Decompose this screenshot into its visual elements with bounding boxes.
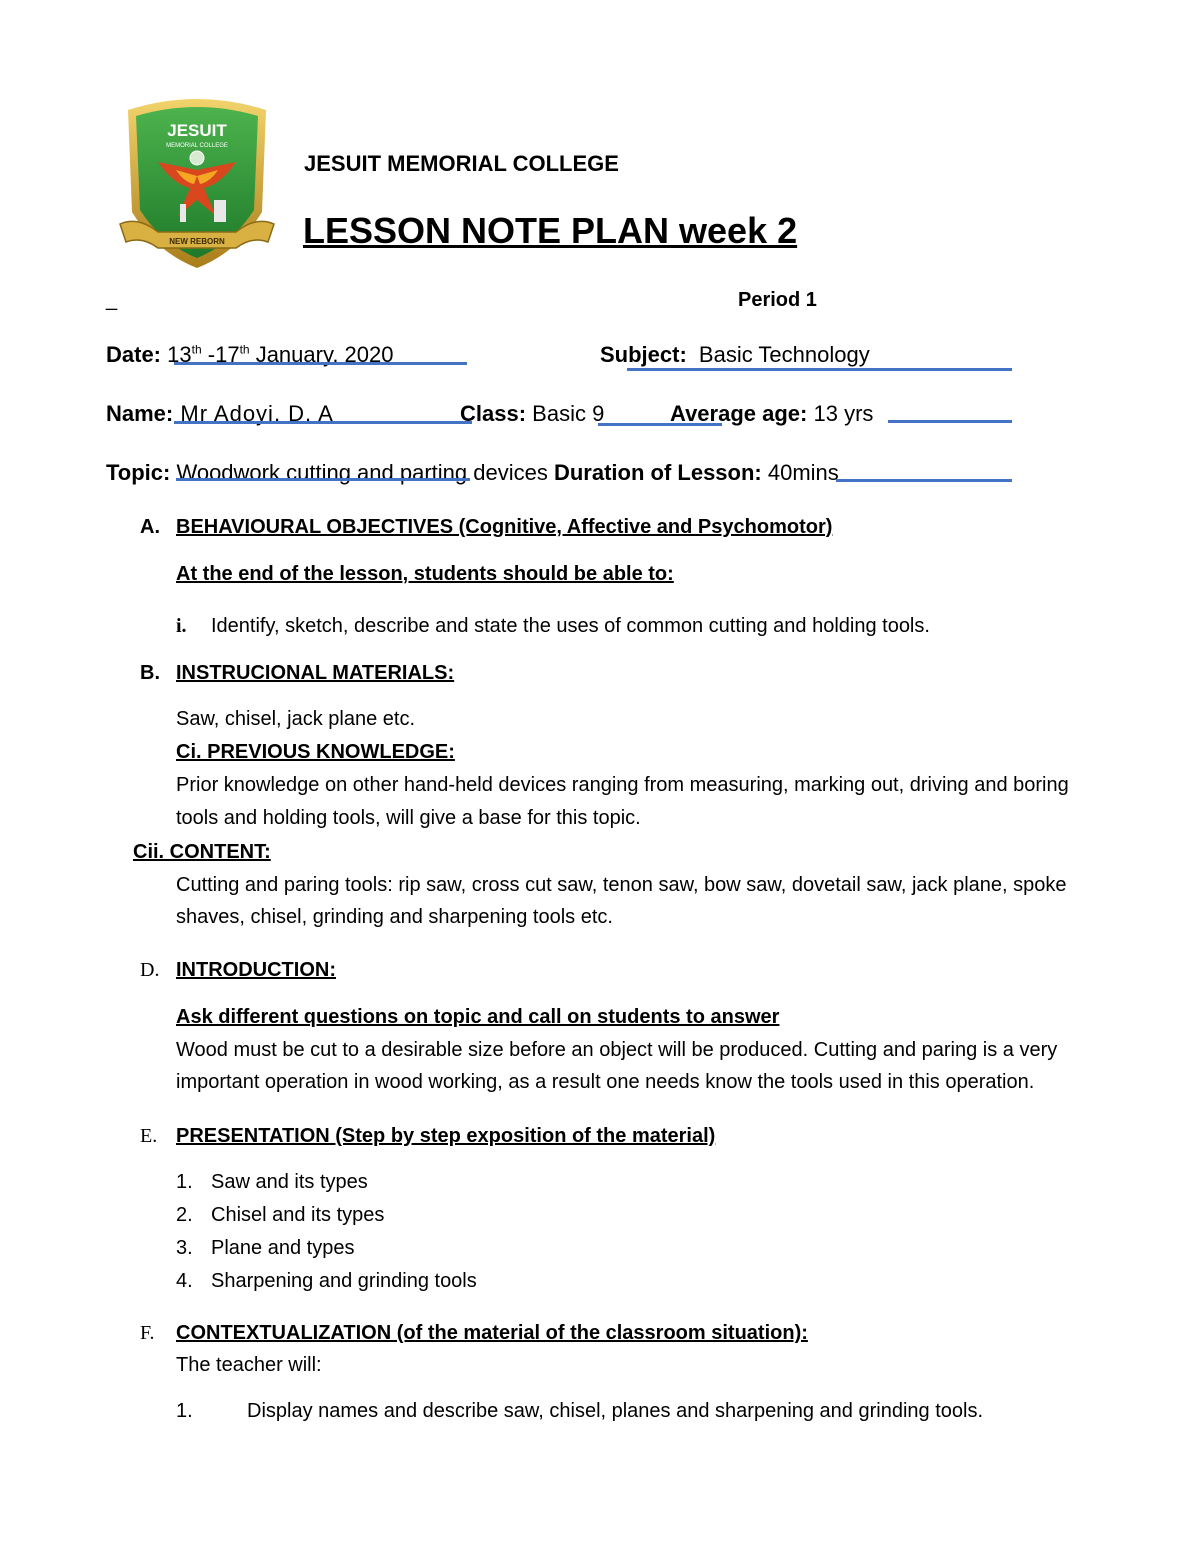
section-cii-title: Cii. CONTENT: [133, 841, 271, 863]
list-item: 3. [176, 1237, 193, 1259]
section-f-item: Display names and describe saw, chisel, planes and sharpening and grinding tools. [247, 1400, 984, 1422]
topic-row [106, 460, 839, 486]
date-label: Date: [106, 342, 162, 367]
date-value: 13th -17th January, 2020 [167, 342, 394, 367]
date-underline [174, 362, 467, 365]
section-a-item-marker: i. [176, 615, 187, 637]
section-d-title: INTRODUCTION: [176, 959, 336, 981]
list-item-text: Plane and types [211, 1237, 355, 1259]
section-e-title: PRESENTATION (Step by step exposition of the material) [176, 1125, 716, 1147]
section-b-title: INSTRUCIONAL MATERIALS: [176, 662, 455, 684]
section-a-subtitle: At the end of the lesson, students should be able to: [176, 563, 674, 585]
topic-label: Topic: [106, 460, 171, 485]
section-d-line-2: important operation in wood working, as a result one needs know the tools used in this operation. [176, 1071, 1035, 1093]
college-crest-logo [118, 92, 276, 272]
svg-text:NEW REBORN: NEW REBORN [169, 237, 225, 246]
class-row [460, 401, 604, 427]
section-f-item-marker: 1. [176, 1400, 193, 1422]
section-a-marker: A. [140, 516, 160, 538]
age-label: Average age: [670, 401, 808, 426]
section-f-title: CONTEXTUALIZATION (of the material of the classroom situation): [176, 1322, 808, 1344]
list-item-text: Sharpening and grinding tools [211, 1270, 477, 1292]
section-ci-line-2: tools and holding tools, will give a base for this topic. [176, 807, 641, 829]
section-cii-line-2: shaves, chisel, grinding and sharpening tools etc. [176, 906, 613, 928]
dash-mark: _ [106, 289, 118, 311]
list-item-text: Chisel and its types [211, 1204, 385, 1226]
school-name: JESUIT MEMORIAL COLLEGE [304, 151, 619, 176]
subject-label: Subject: [600, 342, 687, 367]
document-title: LESSON NOTE PLAN week 2 [303, 210, 798, 251]
topic-underline [176, 478, 470, 481]
list-item: 2. [176, 1204, 193, 1226]
class-label: Class: [460, 401, 527, 426]
age-underline [888, 420, 1012, 423]
section-e-marker: E. [140, 1125, 158, 1147]
duration-underline [836, 479, 1012, 482]
subject-value: Basic Technology [698, 342, 870, 367]
subject-underline [627, 368, 1012, 371]
list-item: 4. [176, 1270, 193, 1292]
age-row [670, 401, 873, 427]
duration-label: Duration of Lesson: [553, 460, 762, 485]
subject-row [600, 342, 870, 368]
section-f-marker: F. [140, 1322, 155, 1344]
section-f-text: The teacher will: [176, 1354, 322, 1376]
section-cii-line-1: Cutting and paring tools: rip saw, cross cut saw, tenon saw, bow saw, dovetail saw, jack plane, spoke [176, 874, 1067, 896]
section-d-subtitle: Ask different questions on topic and call on students to answer [176, 1006, 780, 1028]
section-a-title: BEHAVIOURAL OBJECTIVES (Cognitive, Affective and Psychomotor) [176, 516, 833, 538]
section-a-item: Identify, sketch, describe and state the uses of common cutting and holding tools. [211, 615, 930, 637]
age-value: 13 yrs [813, 401, 874, 426]
section-ci-title: Ci. PREVIOUS KNOWLEDGE: [176, 741, 455, 763]
topic-value: Woodwork cutting and parting devices [170, 460, 548, 485]
svg-text:MEMORIAL COLLEGE: MEMORIAL COLLEGE [166, 143, 228, 149]
period-label: Period 1 [738, 289, 817, 311]
duration-value: 40mins [761, 460, 839, 485]
section-b-text: Saw, chisel, jack plane etc. [176, 708, 416, 730]
section-b-marker: B. [140, 662, 160, 684]
section-ci-line-1: Prior knowledge on other hand-held devices ranging from measuring, marking out, driving and boring [176, 774, 1069, 796]
list-item-text: Saw and its types [211, 1171, 368, 1193]
name-value: Mr Adoyi, D. A [173, 401, 334, 426]
list-item: 1. [176, 1171, 193, 1193]
section-d-line-1: Wood must be cut to a desirable size before an object will be produced. Cutting and paring is a very [176, 1039, 1058, 1061]
name-label: Name: [106, 401, 174, 426]
section-d-marker: D. [140, 959, 160, 981]
svg-text:JESUIT: JESUIT [167, 121, 227, 140]
name-underline [174, 421, 472, 424]
class-value: Basic 9 [532, 401, 605, 426]
